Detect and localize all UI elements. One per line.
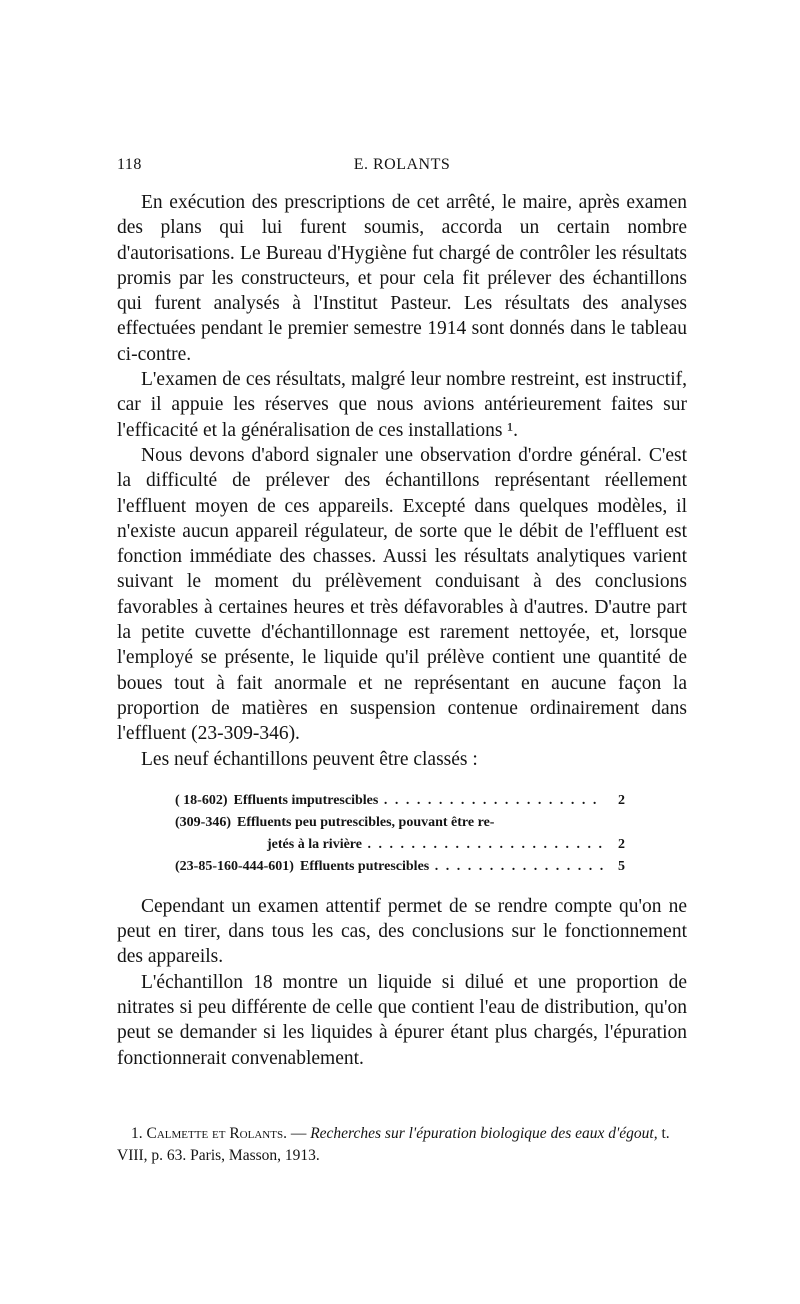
paragraph-4: Les neuf échantillons peuvent être classés : — [141, 748, 478, 770]
sample-refs: ( 18-602) — [175, 792, 228, 808]
sample-count: 2 — [618, 792, 625, 808]
footnote-title: Recherches sur l'épuration biologique des eaux d'égout, — [310, 1125, 658, 1142]
footnote — [117, 1123, 687, 1167]
category-label: Effluents peu putrescibles, pouvant être re- — [237, 814, 495, 830]
running-title: E. ROLANTS — [353, 156, 451, 173]
paragraph-5: Cependant un examen attentif permet de se rendre compte qu'on ne peut en tirer, dans tous les cas, des conclusions sur le fonctionnement des appareils. — [117, 895, 687, 968]
paragraph-3: Nous devons d'abord signaler une observation d'ordre général. C'est la difficulté de prélever des échantillons représentant réellement l'effluent moyen de ces appareils. Excepté dans quelques modèles, il n'existe aucun appareil régulateur, de sorte que le débit de l'effluent est fonction immédiate des chasses. Aussi les résultats analytiques varient suivant le moment du prélèvement conduisant à des conclusions favorables à certaines heures et très défavorables à d'autres. D'autre part la petite cuvette d'échantillonnage est rarement nettoyée, et, lorsque l'employé se présente, le liquide qu'il prélève contient une quantité de boues tout à fait anormale et ne représentant en aucune façon la proportion de matières en suspension contenue ordinairement dans l'effluent (23-309-346). — [117, 444, 687, 745]
category-label: Effluents imputrescibles . . . — [234, 790, 604, 812]
sample-refs: (23-85-160-444-601) — [175, 858, 294, 874]
body-text — [117, 190, 687, 1071]
sample-count: 5 — [618, 858, 625, 874]
table-row — [175, 856, 625, 878]
category-label-continuation: jetés à la rivière . . . — [175, 834, 603, 856]
table-row-continuation — [175, 834, 625, 856]
footnote-authors: Calmette et Rolants. — [146, 1125, 287, 1142]
footnote-marker: 1. — [131, 1125, 143, 1142]
sample-count: 2 — [618, 836, 625, 852]
classification-table — [175, 790, 625, 878]
footnote-details: t. VIII, p. 63. Paris, Masson, 1913. — [117, 1125, 670, 1164]
table-row — [175, 812, 625, 834]
paragraph-6: L'échantillon 18 montre un liquide si dilué et une proportion de nitrates si peu différente de celle que contient l'eau de distribution, qu'on peut se demander si les liquides à épurer étant plus chargés, l'épuration fonctionnerait convenablement. — [117, 971, 687, 1069]
sample-refs: (309-346) — [175, 814, 231, 830]
paragraph-2: L'examen de ces résultats, malgré leur nombre restreint, est instructif, car il appuie les réserves que nous avions antérieurement faites sur l'efficacité et la généralisation de ces installations ¹. — [117, 369, 687, 441]
table-row — [175, 790, 625, 812]
footnote-dash: — — [286, 1125, 311, 1142]
paragraph-1: En exécution des prescriptions de cet arrêté, le maire, après examen des plans qui lui furent soumis, accorda un certain nombre d'autorisations. Le Bureau d'Hygiène fut chargé de contrôler les résultats promis par les constructeurs, et pour cela fit prélever des échantillons qui furent analysés à l'Institut Pasteur. Les résultats des analyses effectuées pendant le premier semestre 1914 sont donnés dans le tableau ci-contre. — [117, 192, 687, 365]
category-label: Effluents putrescibles . . . — [300, 856, 603, 878]
page-number: 118 — [117, 156, 142, 173]
